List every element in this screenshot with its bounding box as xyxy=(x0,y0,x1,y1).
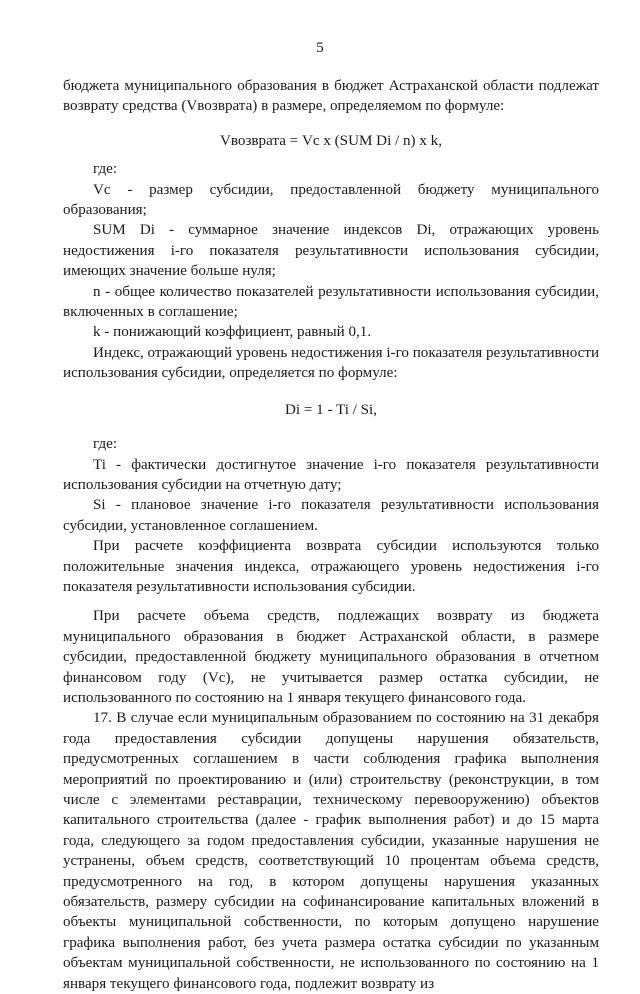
definition-si: Si - плановое значение i-го показателя результативности использования субсидии, установленное соглашением. xyxy=(63,497,599,534)
definition-k: k - понижающий коэффициент, равный 0,1. xyxy=(93,324,372,341)
formula-di: Di = 1 - Ti / Si, xyxy=(285,401,377,418)
paragraph-intro: бюджета муниципального образования в бюджет Астраханской области подлежат возврату средства (Vвозврата) в размере, определяемом по формуле: xyxy=(63,78,599,115)
paragraph-index-intro: Индекс, отражающий уровень недостижения i-го показателя результативности использования субсидии, определяется по формуле: xyxy=(63,344,600,382)
where-label-2: где: xyxy=(93,436,118,453)
where-label: где: xyxy=(93,161,118,178)
paragraph-coefficient: При расчете коэффициента возврата субсидии используются только положительные значения индекса, отражающего уровень недостижения i-го показателя результативности использования субсидии. xyxy=(63,538,599,595)
definition-ti: Ti - фактически достигнутое значение i-го показателя результативности использования субсидии на отчетную дату; xyxy=(63,456,599,493)
paragraph-17: 17. В случае если муниципальным образованием по состоянию на 31 декабря года предоставления субсидии допущены нарушения обязательств, предусмотренных соглашением в части соблюдения графика выполнения мероприятий по проектированию и (или) строительству (реконструкции, в том числе с элементами реставрации, техническому перевооружению) объектов капитального строительства (далее - график выполнения работ) и до 15 марта года, следующего за годом предоставления субсидии, указанные нарушения не устранены, объем средств, соответствующий 10 процентам объема средств, предусмотренного на год, в котором допущены нарушения указанных обязательств, размеру субсидии на софинансирование капитальных вложений в объекты муниципальной собственности, по которым допущено нарушение графика выполнения работ, без учета размера остатка субсидии по указанным объектам муниципальной собственности, не использованного по состоянию на 1 января текущего финансового года, подлежит возврату из xyxy=(63,710,599,992)
document-body xyxy=(63,76,599,994)
definition-vc: Vc - размер субсидии, предоставленной бюджету муниципального образования; xyxy=(63,181,599,219)
definition-sum-di: SUM Di - суммарное значение индексов Di, отражающих уровень недостижения i-го показателя результативности использования субсидии, имеющих значение больше нуля; xyxy=(63,222,599,280)
page-number: 5 xyxy=(316,40,324,56)
formula-v-return: Vвозврата = Vc x (SUM Di / n) x k, xyxy=(220,132,442,149)
paragraph-volume: При расчете объема средств, подлежащих возврату из бюджета муниципального образования в бюджет Астраханской области, в размере субсидии, предоставленной бюджету муниципального образования в отчетном финансовом году (Vc), не учитывается размер остатка субсидии, не использованного по состоянию на 1 января текущего финансового года. xyxy=(63,608,599,706)
definition-n: n - общее количество показателей результативности использования субсидии, включенных в соглашение; xyxy=(63,283,599,321)
